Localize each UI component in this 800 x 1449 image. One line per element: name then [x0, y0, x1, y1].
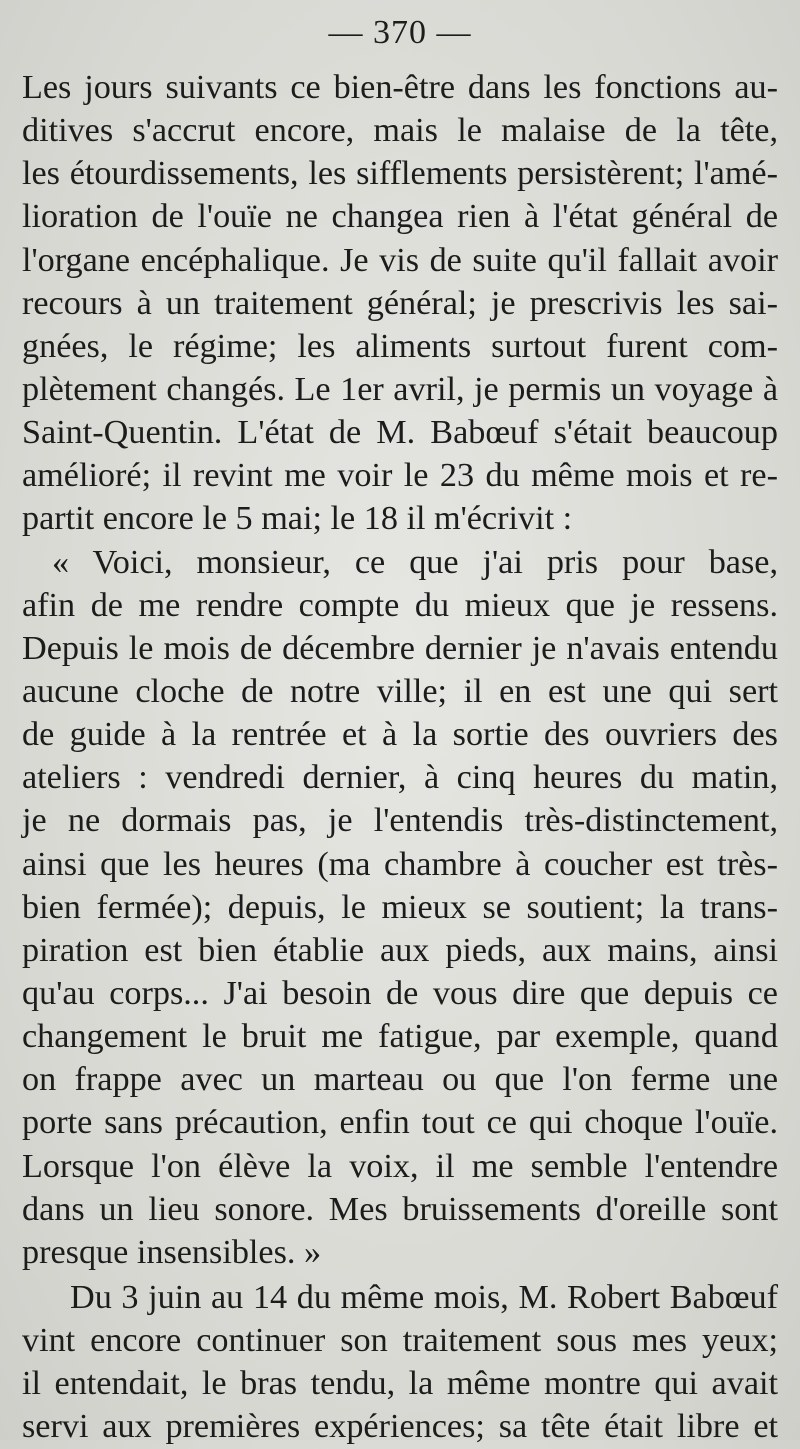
- text-line: changement le bruit me fatigue, par exemple, quand: [22, 1018, 778, 1056]
- text-line: gnées, le régime; les aliments surtout furent com-: [22, 327, 778, 365]
- text-line: Du 3 juin au 14 du même mois, M. Robert Babœuf: [70, 1278, 778, 1316]
- page-number: — 370 —: [328, 14, 472, 51]
- text-line: aucune cloche de notre ville; il en est une qui sert: [22, 672, 778, 710]
- text-line: il entendait, le bras tendu, la même montre qui avait: [22, 1365, 778, 1403]
- text-line: « Voici, monsieur, ce que j'ai pris pour base,: [52, 543, 778, 581]
- text-line: ainsi que les heures (ma chambre à coucher est très-: [22, 845, 778, 883]
- text-line: afin de me rendre compte du mieux que je ressens.: [22, 586, 778, 624]
- text-line: Les jours suivants ce bien-être dans les fonctions au-: [22, 69, 778, 106]
- body-text: [22, 66, 778, 1449]
- text-line: ditives s'accrut encore, mais le malaise de la tête,: [22, 112, 778, 150]
- text-line: porte sans précaution, enfin tout ce qui choque l'ouïe.: [22, 1104, 778, 1142]
- text-line: l'organe encéphalique. Je vis de suite qu'il fallait avoir: [22, 241, 778, 279]
- text-line: amélioré; il revint me voir le 23 du même mois et re-: [22, 457, 778, 495]
- text-line: dans un lieu sonore. Mes bruissements d'oreille sont: [22, 1190, 778, 1228]
- text-line: les étourdissements, les sifflements persistèrent; l'amé-: [22, 155, 778, 193]
- text-line: plètement changés. Le 1er avril, je permis un voyage à: [22, 370, 778, 408]
- text-line: Depuis le mois de décembre dernier je n'avais entendu: [22, 629, 778, 667]
- text-line: bien fermée); depuis, le mieux se soutient; la trans-: [22, 888, 778, 926]
- text-line: je ne dormais pas, je l'entendis très-distinctement,: [22, 802, 778, 840]
- text-line: recours à un traitement général; je prescrivis les sai-: [22, 284, 778, 322]
- text-line: lioration de l'ouïe ne changea rien à l'état général de: [22, 198, 778, 236]
- text-line: on frappe avec un marteau ou que l'on ferme une: [22, 1061, 778, 1099]
- text-line: partit encore le 5 mai; le 18 il m'écrivit :: [22, 500, 573, 538]
- text-line: piration est bien établie aux pieds, aux mains, ainsi: [22, 931, 778, 969]
- text-line: de guide à la rentrée et à la sortie des ouvriers des: [22, 716, 778, 754]
- text-line: Saint-Quentin. L'état de M. Babœuf s'était beaucoup: [22, 414, 778, 452]
- text-line: qu'au corps... J'ai besoin de vous dire que depuis ce: [22, 974, 778, 1012]
- text-line: ateliers : vendredi dernier, à cinq heures du matin,: [22, 759, 778, 797]
- text-line: servi aux premières expériences; sa tête était libre et: [22, 1408, 778, 1446]
- text-line: vint encore continuer son traitement sous mes yeux;: [22, 1322, 778, 1360]
- text-line: Lorsque l'on élève la voix, il me semble l'entendre: [22, 1147, 778, 1185]
- text-line: presque insensibles. »: [22, 1233, 322, 1271]
